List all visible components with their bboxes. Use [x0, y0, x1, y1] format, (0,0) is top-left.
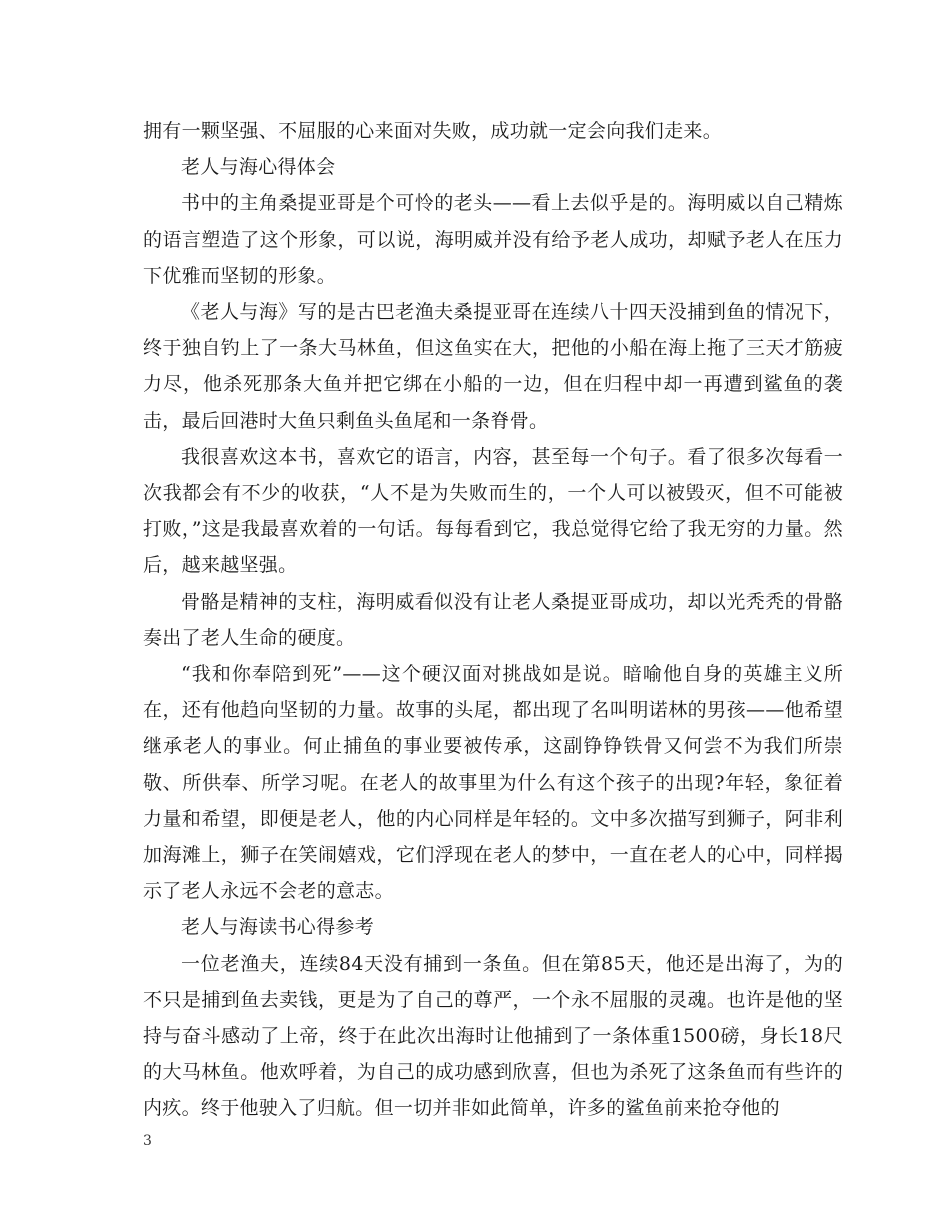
paragraph-7: 一位老渔夫，连续84天没有捕到一条鱼。但在第85天，他还是出海了，为的不只是捕到鱼去卖钱，更是为了自己的尊严，一个永不屈服的灵魂。也许是他的坚持与奋斗感动了上帝，终于在此次出海时让他捕到了一条体重1500磅，身长18尺的大马林鱼。他欢呼着，为自己的成功感到欣喜，但也为杀死了这条鱼而有些许的内疚。终于他驶入了归航。但一切并非如此简单，许多的鲨鱼前来抢夺他的 — [143, 952, 843, 1120]
paragraph-5: 骨骼是精神的支柱，海明威看似没有让老人桑提亚哥成功，却以光秃秃的骨骼奏出了老人生命的硬度。 — [143, 590, 843, 649]
paragraph-3: 《老人与海》写的是古巴老渔夫桑提亚哥在连续八十四天没捕到鱼的情况下，终于独自钓上了一条大马林鱼，但这鱼实在大，把他的小船在海上拖了三天才筋疲力尽，他杀死那条大鱼并把它绑在小船的一边，但在归程中却一再遭到鲨鱼的袭击，最后回港时大鱼只剩鱼头鱼尾和一条脊骨。 — [143, 301, 843, 432]
paragraph-1: 拥有一颗坚强、不屈服的心来面对失败，成功就一定会向我们走来。 — [143, 120, 723, 142]
paragraph-2: 书中的主角桑提亚哥是个可怜的老头——看上去似乎是的。海明威以自己精炼的语言塑造了这个形象，可以说，海明威并没有给予老人成功，却赋予老人在压力下优雅而坚韧的形象。 — [143, 192, 843, 287]
section-heading-1: 老人与海心得体会 — [181, 156, 336, 179]
page-number: 3 — [143, 1133, 152, 1149]
paragraph-4: 我很喜欢这本书，喜欢它的语言，内容，甚至每一个句子。看了很多次每看一次我都会有不少的收获，“人不是为失败而生的，一个人可以被毁灭，但不可能被打败，”这是我最喜欢着的一句话。每每看到它，我总觉得它给了我无穷的力量。然后，越来越坚强。 — [143, 445, 843, 577]
paragraph-6: “我和你奉陪到死”——这个硬汉面对挑战如是说。暗喻他自身的英雄主义所在，还有他趋向坚韧的力量。故事的头尾，都出现了名叫明诺林的男孩——他希望继承老人的事业。何止捕鱼的事业要被传承，这副铮铮铁骨又何尝不为我们所崇敬、所供奉、所学习呢。在老人的故事里为什么有这个孩子的出现?年轻，象征着力量和希望，即便是老人，他的内心同样是年轻的。文中多次描写到狮子，阿非利加海滩上，狮子在笑闹嬉戏，它们浮现在老人的梦中，一直在老人的心中，同样揭示了老人永远不会老的意志。 — [143, 663, 843, 903]
section-heading-2: 老人与海读书心得参考 — [181, 916, 375, 939]
document-body — [143, 113, 843, 1127]
